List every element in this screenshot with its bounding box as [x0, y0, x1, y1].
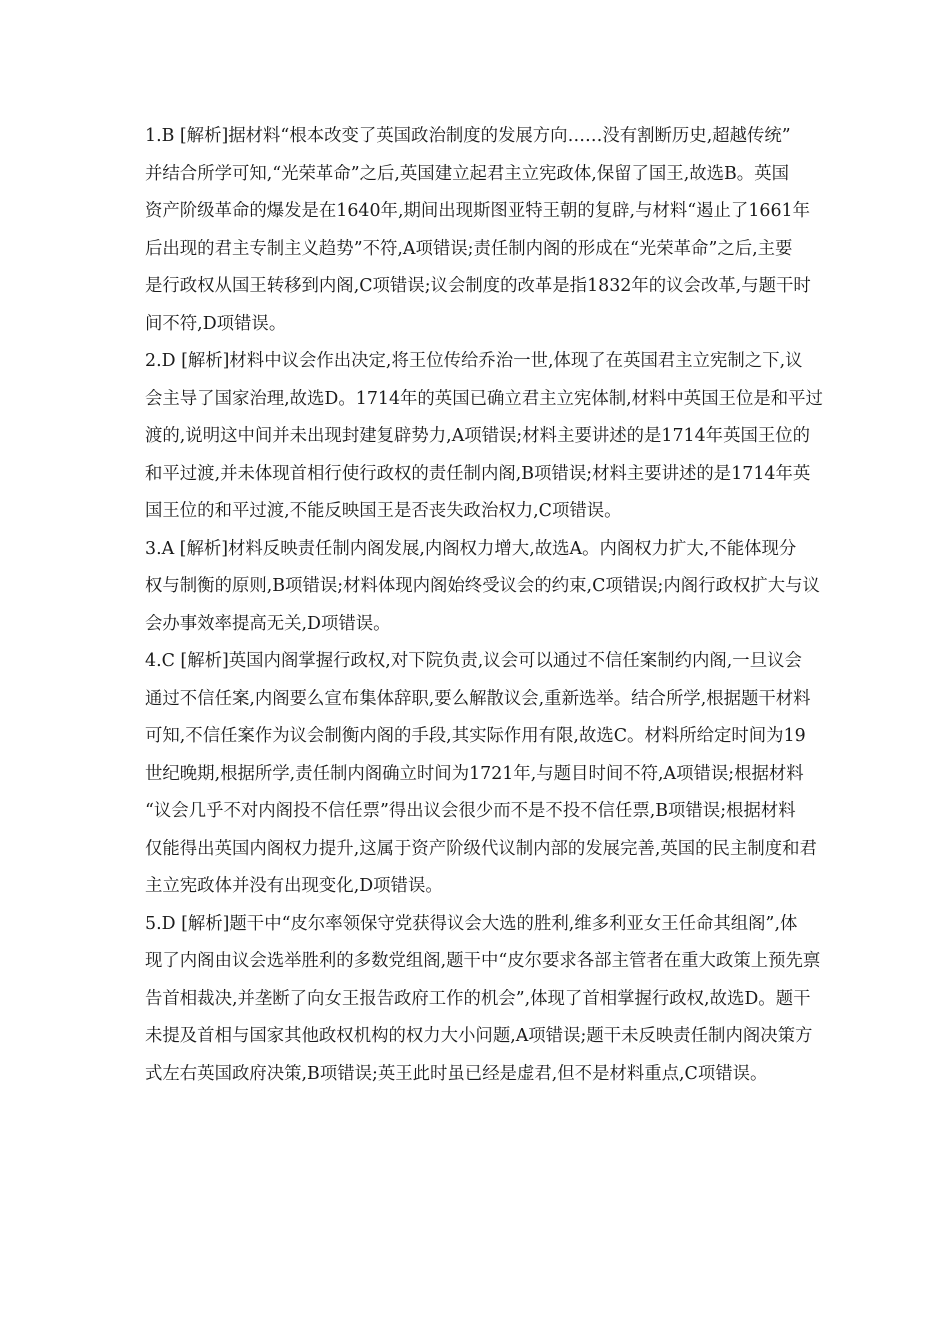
answer-line: 1.B [解析]据材料“根本改变了英国政治制度的发展方向……没有割断历史,超越传统” — [145, 126, 791, 146]
answer-1 — [145, 118, 811, 343]
answer-line: “议会几乎不对内阁投不信任票”得出议会很少而不是不投不信任票,B项错误;根据材料 — [145, 801, 796, 821]
answer-document — [145, 118, 823, 1093]
answer-line: 通过不信任案,内阁要么宣布集体辞职,要么解散议会,重新选举。结合所学,根据题干材料 — [145, 688, 811, 709]
answer-line: 2.D [解析]材料中议会作出决定,将王位传给乔治一世,体现了在英国君主立宪制之下,议 — [145, 351, 803, 371]
answer-line: 会主导了国家治理,故选D。1714年的英国已确立君主立宪体制,材料中英国王位是和平过 — [145, 388, 823, 409]
answer-line: 渡的,说明这中间并未出现封建复辟势力,A项错误;材料主要讲述的是1714年英国王位的 — [145, 426, 811, 446]
answer-line: 3.A [解析]材料反映责任制内阁发展,内阁权力增大,故选A。内阁权力扩大,不能体现分 — [145, 538, 797, 559]
answer-line: 国王位的和平过渡,不能反映国王是否丧失政治权力,C项错误。 — [145, 501, 622, 521]
answer-line: 5.D [解析]题干中“皮尔率领保守党获得议会大选的胜利,维多利亚女王任命其组阁”,体 — [145, 913, 798, 934]
answer-4 — [145, 643, 817, 906]
answer-line: 资产阶级革命的爆发是在1640年,期间出现斯图亚特王朝的复辟,与材料“遏止了1661年 — [145, 201, 810, 221]
answer-line: 权与制衡的原则,B项错误;材料体现内阁始终受议会的约束,C项错误;内阁行政权扩大与议 — [145, 576, 820, 596]
answer-line: 式左右英国政府决策,B项错误;英王此时虽已经是虚君,但不是材料重点,C项错误。 — [145, 1063, 768, 1084]
answer-line: 间不符,D项错误。 — [145, 313, 287, 334]
answer-line: 可知,不信任案作为议会制衡内阁的手段,其实际作用有限,故选C。材料所给定时间为19 — [145, 726, 806, 746]
answer-line: 并结合所学可知,“光荣革命”之后,英国建立起君主立宪政体,保留了国王,故选B。英国 — [145, 163, 789, 184]
answer-line: 告首相裁决,并垄断了向女王报告政府工作的机会”,体现了首相掌握行政权,故选D。题干 — [145, 988, 811, 1009]
answer-line: 和平过渡,并未体现首相行使行政权的责任制内阁,B项错误;材料主要讲述的是1714年英 — [145, 463, 811, 484]
answer-line: 4.C [解析]英国内阁掌握行政权,对下院负责,议会可以通过不信任案制约内阁,一旦议会 — [145, 651, 802, 671]
answer-line: 会办事效率提高无关,D项错误。 — [145, 613, 391, 634]
answer-line: 后出现的君主专制主义趋势”不符,A项错误;责任制内阁的形成在“光荣革命”之后,主要 — [145, 238, 793, 259]
answer-line: 是行政权从国王转移到内阁,C项错误;议会制度的改革是指1832年的议会改革,与题干时 — [145, 276, 811, 296]
answer-line: 未提及首相与国家其他政权机构的权力大小问题,A项错误;题干未反映责任制内阁决策方 — [145, 1026, 813, 1046]
answer-3 — [145, 531, 820, 644]
answer-line: 主立宪政体并没有出现变化,D项错误。 — [145, 876, 443, 896]
answer-line: 世纪晚期,根据所学,责任制内阁确立时间为1721年,与题目时间不符,A项错误;根据材料 — [145, 763, 804, 784]
answer-2 — [145, 343, 823, 531]
answer-line: 仅能得出英国内阁权力提升,这属于资产阶级代议制内部的发展完善,英国的民主制度和君 — [145, 838, 817, 859]
answer-line: 现了内阁由议会选举胜利的多数党组阁,题干中“皮尔要求各部主管者在重大政策上预先禀 — [145, 951, 821, 971]
answer-5 — [145, 906, 821, 1094]
